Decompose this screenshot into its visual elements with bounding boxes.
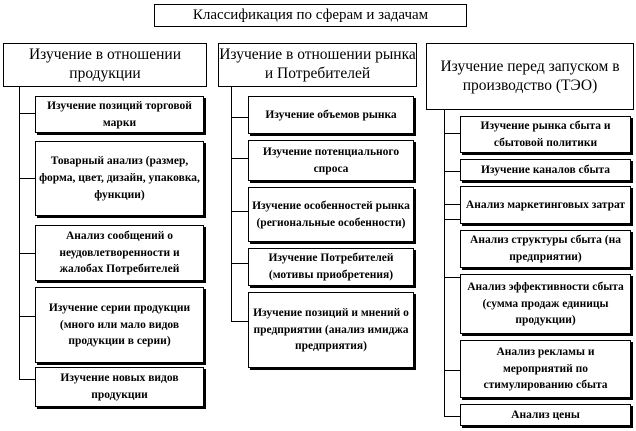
market-item-features: [248, 187, 414, 242]
product-item-text: Изучение позиций торговой марки: [47, 99, 192, 129]
market-item-text: Изучение особенностей рынка (региональные особенности): [252, 199, 410, 229]
feasibility-item-text: Изучение каналов сбыта: [480, 163, 611, 176]
connector-branch: [19, 253, 35, 254]
column-heading-product-text: Изучение в отношении продукции: [28, 46, 182, 82]
connector-branch: [231, 158, 248, 159]
market-item-consumers: [248, 248, 414, 286]
feasibility-item-text: Изучение рынка сбыта и сбытовой политики: [480, 119, 611, 149]
feasibility-item-text: Анализ маркетинговых затрат: [465, 198, 626, 211]
connector-branch: [231, 211, 248, 212]
feasibility-item-channels: [460, 159, 631, 181]
market-item-text: Изучение позиций и мнений о предприятии (анализ имиджа предприятия): [253, 306, 409, 353]
product-item-text: Изучение серии продукции (много или мало видов продукции в серии): [48, 301, 191, 348]
market-item-text: Изучение потенциального спроса: [262, 145, 400, 175]
market-item-volume: [248, 96, 414, 134]
feasibility-item-text: Анализ цены: [511, 408, 580, 421]
connector-trunk-market: [231, 87, 232, 321]
diagram-title: [154, 4, 467, 27]
connector-trunk-product: [19, 87, 20, 379]
product-item-text: Изучение новых видов продукции: [60, 372, 179, 401]
connector-branch: [444, 204, 460, 205]
product-item-series: [35, 287, 204, 363]
feasibility-item-sales-structure: [460, 230, 631, 268]
connector-branch: [444, 277, 460, 278]
feasibility-item-text: Анализ рекламы и мероприятий по стимулированию сбыта: [483, 345, 608, 392]
column-heading-feasibility: [426, 43, 634, 110]
connector-branch: [444, 133, 460, 134]
product-item-complaints: [35, 225, 204, 281]
product-item-text: Анализ сообщений о неудовлетворенности и жалобах Потребителей: [59, 229, 180, 276]
connector-branch: [444, 370, 460, 371]
product-item-goods-analysis: [35, 141, 204, 216]
connector-branch: [19, 113, 35, 114]
feasibility-item-text: Анализ структуры сбыта (на предприятии): [470, 234, 621, 263]
connector-branch: [19, 379, 35, 380]
feasibility-item-advertising: [460, 340, 631, 398]
product-item-brand-position: [35, 96, 204, 133]
feasibility-item-sales-market: [460, 116, 631, 153]
connector-branch: [231, 117, 248, 118]
connector-branch: [444, 171, 460, 172]
connector-branch: [19, 178, 35, 179]
market-item-text: Изучение объемов рынка: [265, 108, 397, 121]
market-item-text: Изучение Потребителей (мотивы приобретения): [268, 252, 394, 281]
feasibility-item-sales-efficiency: [460, 274, 631, 334]
market-item-potential-demand: [248, 140, 414, 181]
column-heading-market-text: Изучение в отношении рынка и Потребителей: [219, 46, 416, 82]
connector-branch: [19, 316, 35, 317]
connector-branch: [444, 219, 460, 220]
column-heading-feasibility-text: Изучение перед запуском в производство (ТЭО): [440, 57, 620, 94]
feasibility-item-price: [460, 404, 631, 426]
column-heading-market: [218, 43, 417, 87]
feasibility-item-text: Анализ эффективности сбыта (сумма продаж единицы продукции): [467, 280, 624, 327]
product-item-text: Товарный анализ (размер, форма, цвет, дизайн, упаковка, функции): [39, 155, 200, 201]
feasibility-item-marketing-costs: [460, 186, 631, 224]
product-item-new-products: [35, 367, 204, 407]
connector-branch: [231, 263, 248, 264]
connector-branch: [444, 416, 460, 417]
column-heading-product: [3, 43, 207, 87]
connector-branch: [231, 321, 248, 322]
diagram-title-text: Классификация по сферам и задачам: [192, 6, 429, 23]
market-item-image: [248, 292, 414, 368]
